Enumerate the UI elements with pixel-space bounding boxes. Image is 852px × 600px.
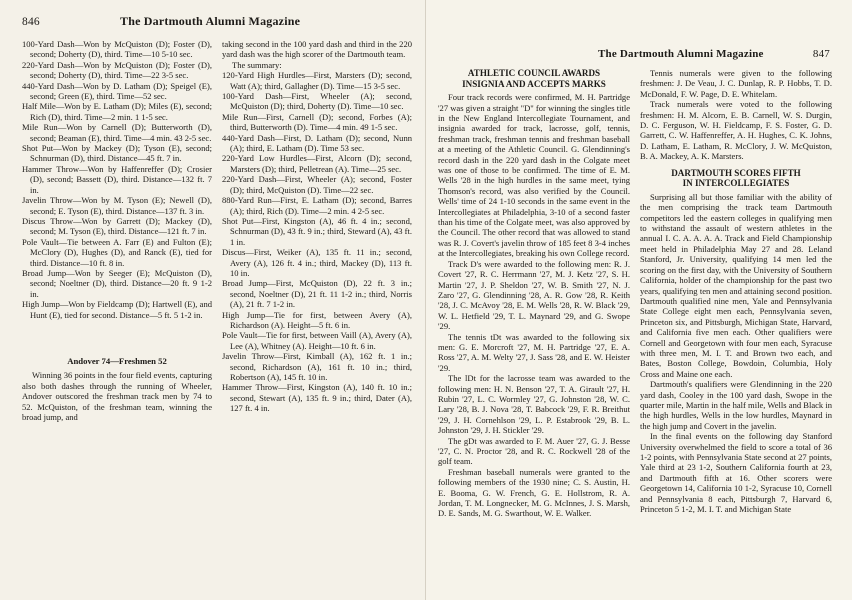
page-number: 846 — [22, 16, 40, 28]
result-entry: Broad Jump—First, McQuiston (D), 22 ft. 3 in.; second, Noeltner (D), 21 ft. 11 1-2 in.; third, Norris (A), 21 ft. 7 1-2 in. — [222, 278, 412, 310]
result-entry: 100-Yard Dash—First, Wheeler (A); second, McQuiston (D); third, Doherty (D). Time—10 sec. — [222, 91, 412, 112]
result-entry: 220-Yard Dash—First, Wheeler (A); second, Foster (D); third, McQuiston (D). Time—22 sec. — [222, 174, 412, 195]
result-entry: 220-Yard Dash—Won by McQuiston (D); Foster (D), second; Doherty (D), third. Time—22 3-5 sec. — [22, 59, 212, 81]
article-paragraph: Surprising all but those familiar with the ability of the men comprising the track team Dartmouth competitors led the eastern colleges in qualifying men to withstand the assault of western athletes in the annual I. C. A. A. A. A. Track and Field Championship meet held in Philadelphia May 27 and 28. Leland Stanford, Jr. University, qualifying 14 men led the scoring on the first day, with the University of Southern California, holder of the championship for the past two years, qualifying ten men and attaining second position. Dartmouth qualified nine men, Yale and Pennsylvania State College eight men each, Pennsylvania seven, Princeton six, and Pittsburgh, Michigan State, Harvard, and California five men each. Other qualifiers were Cornell and Georgetown with four men each, Syracuse with three men, M. I. T. and Brown two each, and Bates, Boston College, Bowdoin, Columbia, Holy Cross and Maine one each. — [640, 191, 832, 379]
result-entry: Broad Jump—Won by Seeger (E); McQuiston (D), second; Noeltner (D), third. Distance—20 ft. 9 1-2 in. — [22, 267, 212, 299]
running-title: The Dartmouth Alumni Magazine — [598, 48, 764, 60]
page-number: 847 — [812, 48, 830, 60]
article-paragraph: Dartmouth's qualifiers were Glendinning in the 220 yard dash, Cooley in the 100 yard dash, Swope in the quarter mile, Martin in the half mile, Wells and Black in the high hurdles, Wells in the low hurdles, Maynard in the high jump and Covert in the javelin. — [640, 379, 832, 431]
left-page-header — [22, 14, 414, 29]
right-column-1 — [438, 68, 630, 519]
running-title: The Dartmouth Alumni Magazine — [120, 14, 301, 28]
article-paragraph: The gDt was awarded to F. M. Auer '27, G. J. Besse '27, C. N. Proctor '28, and R. C. Rockwell '28 of the golf team. — [438, 435, 630, 467]
andover-paragraph: Winning 36 points in the four field events, capturing also both dashes through the running of Wheeler, Andover outscored the freshman track men by 74 to 52. McQuiston, of the freshman team, winning the broad jump, and — [22, 370, 212, 422]
article-paragraph: Freshman baseball numerals were granted to the following members of the 1930 nine; C. S. Austin, H. E. Booma, G. W. French, G. E. Hollstrom, R. A. Jordan, T. M. Longnecker, M. G. McInnes, J. S. Marsh, D. E. Sands, M. G. Swarthout, W. E. Walker. — [438, 466, 630, 519]
result-entry: 100-Yard Dash—Won by McQuiston (D); Foster (D), second; Doherty (D), third. Time—10 5-10 sec. — [22, 39, 212, 60]
result-entry: 440-Yard Dash—Won by D. Latham (D); Speigel (E), second; Green (E), third. Time—52 sec. — [22, 80, 212, 102]
article-paragraph: In the final events on the following day Stanford University overwhelmed the field to score a total of 36 1-2 points, with Pennsylvania State second at 27 points, Yale third at 23 1-2, Southern California fourth at 23, and Dartmouth fifth at 16. Other scorers were Georgetown 14, California 10 1-2, Syracuse 10, Cornell and Pennsylvania 8 each, Pittsburgh 7, Harvard 6, Princeton 5 1-2, M. I. T. and Michigan State — [640, 431, 832, 515]
article-paragraph: Track D's were awarded to the following men: R. J. Covert '27, R. C. Herrmann '27, M. J. Ketz '27, S. H. Martin '27, J. P. Sheldon '27, W. B. Smith '27, N. J. Zaro '27, G. Glendinning '28, A. R. Gow '28, R. Keith '28, J. C. McAvoy '28, E. M. Wells '28, R. W. Black '29, W. L. Hetfield '29, T. L. Maynard '29, and G. Swope '29. — [438, 258, 630, 332]
summary-label: The summary: — [232, 59, 282, 70]
article-paragraph: The tennis tDt was awarded to the following six men: G. E. Morcroft '27, M. H. Partridge '27, E. A. Ross '27, A. M. Welty '27, J. Sass '28, and E. W. Heister '29. — [438, 331, 630, 373]
right-page — [426, 0, 852, 600]
result-entry: Pole Vault—Tie between A. Farr (E) and Fulton (E); McClory (D), Hughes (D), and Ranck (E), tied for third. Distance—10 ft. 8 in. — [22, 236, 212, 268]
result-entry: 440-Yard Dash—First, D. Latham (D); second, Nunn (A); third, E. Latham (D). Time 53 sec. — [222, 132, 412, 154]
result-entry: Half Mile—Won by E. Latham (D); Miles (E), second; Rich (D), third. Time—2 min. 1 1-5 sec. — [22, 101, 212, 122]
result-entry: Shot Put—Won by Mackey (D); Tyson (E), second; Schnurman (D), third. Distance—45 ft. 7 in. — [22, 143, 212, 164]
article-paragraph: Track numerals were voted to the following freshmen: H. M. Alcorn, E. B. Carnell, W. S. Durgin, D. C. Ferguson, W. H. Fieldcamp, F. S. Foster, G. D. Garrett, C. W. Haffenreffer, A. H. Hughes, C. K. Johns, D. Latham, E. Latham, R. McClory, J. W. McQuiston, B. A. Mackey, A. K. Marsters. — [640, 99, 832, 162]
result-entry: Javelin Throw—Won by M. Tyson (E); Newell (D), second; E. Tyson (E), third. Distance—137 ft. 3 in. — [22, 195, 212, 216]
result-entry: 880-Yard Run—First, E. Latham (D); second, Barres (A); third, Rich (D). Time—2 min. 4 2-5 sec. — [222, 195, 412, 216]
article-paragraph: The lDt for the lacrosse team was awarded to the following men: H. N. Benson '27, T. A. Girault '27, H. Rubin '27, L. C. Wormley '27, G. Johnston '28, W. C. Lary '28, B. J. Nova '28, T. Babcock '29, F. R. Breithut '29, J. H. Cornehlson '29, L. P. Estabrook '29, B. L. Johnston '29, J. H. Stickler '29. — [438, 373, 630, 436]
result-entry: Hammer Throw—Won by Haffenreffer (D); Crosier (D), second; Bassett (D), third. Distance—132 ft. 7 in. — [22, 163, 212, 195]
result-entry: Mile Run—Won by Carnell (D); Butterworth (D), second; Beaman (E), third. Time—4 min. 43 2-5 sec. — [22, 122, 212, 143]
andover-heading: Andover 74—Freshmen 52 — [67, 355, 167, 366]
article-heading-line1: DARTMOUTH SCORES FIFTH — [671, 167, 801, 178]
right-column-2 — [640, 68, 832, 519]
article-paragraph: Tennis numerals were given to the following freshmen: J. De Veau, J. C. Dunlap, R. P. Hobbs, T. D. McDonald, F. W. Page, D. E. Whitelam. — [640, 68, 832, 99]
right-page-header — [598, 48, 830, 60]
result-entry: 120-Yard High Hurdles—First, Marsters (D); second, Watt (A); third, Gallagher (D). Time—15 3-5 sec. — [222, 70, 412, 91]
result-entry: Hammer Throw—First, Kingston (A), 140 ft. 10 in.; second, Stewart (A), 135 ft. 9 in.; third, Dater (A), 127 ft. 4 in. — [222, 382, 412, 414]
article-heading-line2: INSIGNIA AND ACCEPTS MARKS — [462, 78, 606, 89]
result-entry: High Jump—Won by Fieldcamp (D); Hartwell (E), and Hunt (E), tied for second. Distance—5 ft. 5 1-2 in. — [22, 299, 212, 320]
result-entry: High Jump—Tie for first, between Avery (A), Richardson (A). Height—5 ft. 6 in. — [222, 309, 412, 330]
continued-paragraph: taking second in the 100 yard dash and third in the 220 yard dash was the high scorer of the Dartmouth team. — [222, 39, 412, 60]
left-column-1 — [22, 39, 212, 422]
article-heading-line2: IN INTERCOLLEGIATES — [682, 178, 790, 189]
result-entry: Discus Throw—Won by Garrett (D); Mackey (D), second; M. Tyson (E), third. Distance—121 ft. 7 in. — [22, 215, 212, 237]
right-page-columns — [438, 68, 832, 519]
article-paragraph: Four track records were confirmed, M. H. Partridge '27 was given a straight "D" for winning the singles title in the New England Intercollegiate Tournament, and insignia awarded for track, lacrosse, golf, tennis, freshman track, freshman tennis and freshman baseball at a meeting of the Athletic Council. G. Glendinning's record dash in the 220 yard dash in the Colgate meet was one of those to be confirmed. The time of E. M. Wells '28 in the high hurdles in the same meet, tying Thomson's record, was also verified by the Council. Wells' time of 24 1-10 seconds in the same event in the Intercollegiates at Philadelphia, 3-10 of a second faster than his time of the Colgate meet, was also approved by the Council. The other record that was allowed to stand was R. J. Covert's javelin throw of 185 feet 8 3-4 inches at the Intercollegiates, breaking his own College record. — [438, 92, 630, 259]
left-column-2 — [222, 39, 412, 422]
article-heading-line1: ATHLETIC COUNCIL AWARDS — [467, 68, 601, 78]
result-entry: 220-Yard Low Hurdles—First, Alcorn (D); second, Marsters (D); third, Pelletrean (A). Time—25 sec. — [222, 153, 412, 174]
result-entry: Discus—First, Weiker (A), 135 ft. 11 in.; second, Avery (A), 126 ft. 4 in.; third, Mackey (D), 113 ft. 10 in. — [222, 247, 412, 278]
result-entry: Pole Vault—Tie for first, between Vaill (A), Avery (A), Lee (A), Whitney (A). Height—10 ft. 6 in. — [222, 330, 412, 351]
result-entry: Shot Put—First, Kingston (A), 46 ft. 4 in.; second, Schnurman (D), 43 ft. 9 in.; third, Steward (A), 43 ft. 1 in. — [222, 215, 412, 247]
left-page-columns — [22, 39, 414, 422]
result-entry: Mile Run—First, Carnell (D); second, Forbes (A); third, Butterworth (D). Time—4 min. 49 1-5 sec. — [222, 111, 412, 133]
result-entry: Javelin Throw—First, Kimball (A), 162 ft. 1 in.; second, Richardson (A), 161 ft. 10 in.; third, Robertson (A), 145 ft. 10 in. — [222, 351, 412, 382]
